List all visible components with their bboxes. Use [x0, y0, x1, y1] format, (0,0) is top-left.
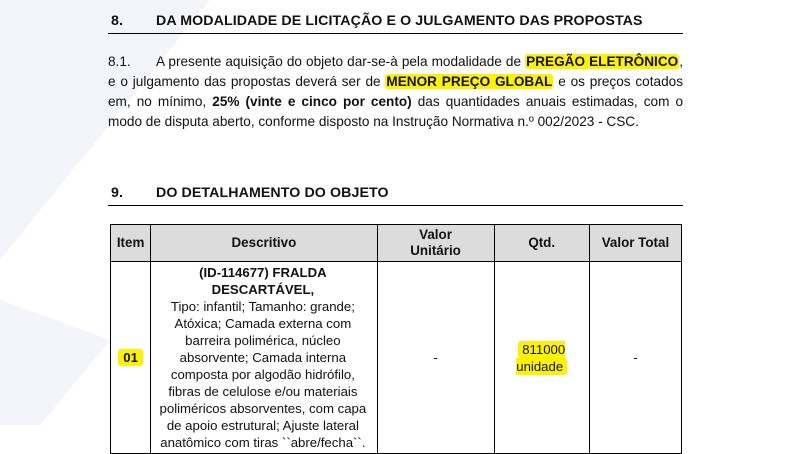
highlight-criterio: MENOR PREÇO GLOBAL	[386, 74, 553, 89]
cell-valor-total: -	[589, 262, 681, 454]
product-description: Tipo: infantil; Tamanho: grande; Atóxica; Camada externa com barreira polimérica, núcleo absorvente; Camada interna composta por algodão hidrófilo, fibras de celulose e/ou materiais poliméricos absorventes, com capa de apoio estrutural; Ajuste lateral anatômico com tiras ``abre/fecha``.	[159, 299, 367, 450]
header-descritivo: Descritivo	[151, 225, 377, 262]
section-8-heading	[108, 11, 683, 34]
section-title: DO DETALHAMENTO DO OBJETO	[156, 185, 389, 201]
clause-text: das quantidades anuais estimadas, com o modo de disputa aberto, conforme disposto na Instrução Normativa n.º 002/2023 - CSC.	[108, 94, 684, 129]
header-valor-unitario	[377, 225, 494, 262]
clause-bold-percentage: 25% (vinte e cinco por cento)	[212, 94, 412, 109]
section-number: 8.	[111, 13, 124, 29]
clause-text: e os preços cotados em, no mínimo,	[108, 74, 683, 109]
section-number: 9.	[111, 185, 124, 201]
cell-valor-unitario: -	[377, 262, 494, 454]
clause-number: 8.1.	[108, 54, 131, 69]
quantity-value: 811000 unidade	[516, 341, 566, 374]
header-valor-unitario-label: Valor Unitário	[410, 227, 461, 258]
clause-8-1	[108, 52, 683, 132]
object-detail-table	[110, 224, 682, 454]
product-title: (ID-114677) FRALDA DESCARTÁVEL,	[199, 265, 327, 297]
section-title: DA MODALIDADE DE LICITAÇÃO E O JULGAMENTO DAS PROPOSTAS	[156, 13, 643, 29]
section-9-heading	[108, 183, 683, 206]
clause-text: , e o julgamento das propostas deverá ser de	[108, 54, 684, 89]
table-header-row	[111, 225, 682, 262]
item-number: 01	[118, 349, 143, 366]
highlight-modalidade: PREGÃO ELETRÔNICO	[526, 54, 679, 69]
clause-text: A presente aquisição do objeto dar-se-à pela modalidade de	[156, 54, 526, 69]
header-valor-total: Valor Total	[589, 225, 681, 262]
header-qtd: Qtd.	[494, 225, 589, 262]
header-item: Item	[111, 225, 151, 262]
